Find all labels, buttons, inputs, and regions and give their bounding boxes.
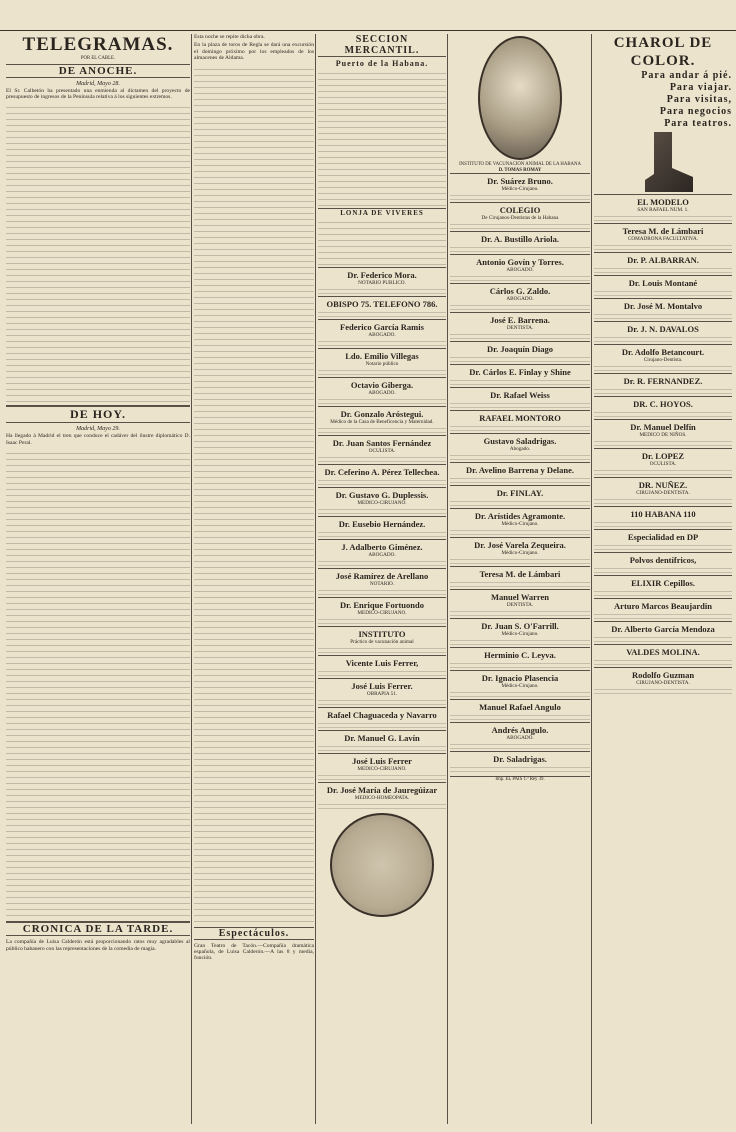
ad-block	[450, 485, 590, 508]
ad-subtitle: CIRUJANO-DENTISTA.	[636, 680, 690, 686]
ad-body-text	[450, 637, 590, 645]
ad-block	[450, 283, 590, 312]
ad-block	[318, 707, 446, 730]
ad-name: Dr. Gonzalo Aróstegui.	[340, 409, 424, 419]
article-paragraph: La compañía de Luisa Calderón está proporcionando ratos muy agradables al público habanero con las representaciones de la comedia de magia.	[6, 939, 190, 952]
section-title: SECCION MERCANTIL.	[318, 34, 446, 57]
ad-subtitle: COMADRONA FACULTATIVA.	[627, 236, 699, 242]
ad-name: Dr. José Varela Zequeira.	[474, 540, 566, 551]
column-rule	[591, 34, 592, 1124]
ad-body-text	[450, 331, 590, 339]
ad-body-text	[594, 363, 732, 371]
ad-block	[594, 598, 732, 621]
ad-name: Dr. A. Bustillo Ariola.	[480, 234, 560, 245]
ad-name: Dr. R. FERNANDEZ.	[623, 376, 703, 386]
ad-subtitle: DENTISTA.	[506, 325, 534, 332]
ad-name: RAFAEL MONTORO	[479, 413, 561, 424]
subsection-title: LONJA DE VIVERES	[318, 208, 446, 217]
ad-subtitle: NOTARIO.	[369, 581, 395, 587]
subtitle: POR EL CABLE.	[80, 56, 116, 61]
ad-body-text	[450, 579, 590, 587]
ad-name: Dr. José M. Montalvo	[623, 301, 703, 311]
ad-block	[594, 396, 732, 419]
ad-name: Ldo. Emilio Villegas	[345, 351, 419, 361]
ad-block	[450, 751, 590, 774]
ad-subtitle: MEDICO-CIRUJANO.	[357, 500, 407, 506]
ad-block	[450, 537, 590, 566]
ad-body-text	[450, 423, 590, 431]
ad-block	[318, 487, 446, 516]
ad-subtitle: Práctico de vacunación animal	[350, 639, 414, 645]
article-paragraph: Gran Teatro de Tacón.—Compañía dramática española, de Luisa Calderón.—A las 8 y media, función.	[194, 942, 314, 962]
ad-subtitle: Médico de la Casa de Beneficencia y Maternidad.	[330, 419, 434, 425]
ad-name: Dr. Gustavo G. Duplessis.	[335, 490, 429, 500]
ad-body-text	[594, 467, 732, 475]
ad-block	[594, 321, 732, 344]
ad-body-text	[318, 506, 446, 514]
ad-block	[450, 254, 590, 283]
ad-body-text	[318, 529, 446, 537]
ad-block	[450, 364, 590, 387]
charol-line: Para andar á pié.	[641, 70, 732, 81]
ad-name: Manuel Warren	[490, 592, 549, 603]
subsection-title: Puerto de la Habana.	[335, 59, 429, 68]
ad-body-text	[450, 660, 590, 668]
ad-subtitle: Médico-Cirujano.	[501, 521, 539, 528]
ad-body-text	[318, 309, 446, 317]
dateline: Madrid, Mayo 29.	[76, 426, 120, 433]
ad-name: INSTITUTO	[358, 629, 406, 639]
ad-name: Arturo Marcos Beaujardin	[614, 601, 712, 611]
ad-name: Dr. Ignacio Plasencia	[481, 673, 559, 684]
ad-block	[318, 626, 446, 655]
ad-subtitle: NOTARIO PUBLICO.	[358, 280, 406, 286]
ad-body-text	[594, 634, 732, 642]
ad-body-text	[318, 286, 446, 294]
ad-name: Rafael Chaguaceda y Navarro	[327, 710, 437, 720]
ad-block	[318, 782, 446, 811]
dateline: Madrid, Mayo 28.	[76, 80, 120, 87]
ad-block	[318, 597, 446, 626]
ad-subtitle: Médico-Cirujano.	[501, 683, 539, 690]
ad-name: DR. NUÑEZ.	[638, 480, 688, 490]
ad-body-text	[318, 558, 446, 566]
ad-name: J. Adalberto Giménez.	[341, 542, 423, 552]
ad-name: Dr. Juan Santos Fernández	[332, 438, 432, 448]
ad-body-text	[318, 697, 446, 705]
ad-body-text	[450, 400, 590, 408]
ad-name: Dr. P. ALBARRAN.	[627, 255, 699, 265]
ad-block	[318, 296, 446, 319]
ad-name: José Luis Ferrer	[352, 756, 412, 766]
ad-name: ELIXIR Cepillos.	[631, 578, 695, 588]
ad-name: Dr. Cárlos E. Finlay y Shine	[469, 367, 571, 378]
ad-name: Dr. Rafael Weiss	[490, 390, 550, 401]
ad-block	[318, 267, 446, 296]
column-rule	[315, 34, 316, 1124]
ad-block	[594, 667, 732, 696]
ad-block	[318, 730, 446, 753]
ad-name: Dr. FINLAY.	[496, 488, 544, 499]
ad-subtitle: DENTISTA.	[506, 602, 534, 609]
text-block	[6, 102, 190, 402]
text-block	[194, 64, 314, 924]
ad-body-text	[594, 542, 732, 550]
portrait-name: D. TOMAS ROMAY	[498, 167, 542, 173]
ad-body-text	[594, 588, 732, 596]
ad-body-text	[594, 242, 732, 250]
ad-block	[450, 410, 590, 433]
ad-body-text	[594, 565, 732, 573]
text-block	[318, 217, 446, 267]
ad-body-text	[450, 354, 590, 362]
ad-body-text	[450, 452, 590, 460]
ad-name: Dr. Adolfo Betancourt.	[621, 347, 705, 357]
ad-block	[594, 477, 732, 506]
ad-name: Polvos dentífricos,	[629, 555, 697, 565]
ad-block	[318, 539, 446, 568]
ad-name: Dr. Ceferino A. Pérez Tellechea.	[324, 467, 440, 477]
ad-body-text	[594, 496, 732, 504]
ad-body-text	[594, 438, 732, 446]
ad-block	[318, 516, 446, 539]
ad-block	[318, 435, 446, 464]
ad-block	[594, 419, 732, 448]
ad-block	[594, 275, 732, 298]
seal-caption: INSTITUTO DE VACUNACION ANIMAL DE LA HABANA	[459, 162, 581, 167]
ad-block	[594, 298, 732, 321]
ad-block	[450, 231, 590, 254]
ad-block	[318, 464, 446, 487]
ad-subtitle: SAN RAFAEL NUM. 1.	[637, 207, 689, 213]
ad-block	[450, 312, 590, 341]
ad-body-text	[450, 377, 590, 385]
ad-block	[450, 462, 590, 485]
ad-name: José Luis Ferrer.	[351, 681, 413, 691]
ad-body-text	[594, 265, 732, 273]
charol-title: CHAROL DE COLOR.	[613, 35, 713, 69]
ad-subtitle: ABOGADO.	[506, 296, 534, 303]
ad-body-text	[450, 273, 590, 281]
ad-body-text	[318, 587, 446, 595]
ad-block	[450, 341, 590, 364]
ad-body-text	[318, 367, 446, 375]
ad-subtitle: Médico-Cirujano.	[501, 550, 539, 557]
ad-block	[450, 433, 590, 462]
ad-name: Dr. Arístides Agramonte.	[474, 511, 566, 522]
ad-block	[450, 508, 590, 537]
ad-block	[594, 644, 732, 667]
ad-body-text	[594, 213, 732, 221]
ad-block	[318, 406, 446, 435]
ad-subtitle: ABOGADO.	[506, 735, 534, 742]
ad-name: Dr. Louis Montané	[628, 278, 698, 288]
ad-name: EL MODELO	[637, 197, 689, 207]
ad-block	[318, 377, 446, 406]
ad-name: Cárlos G. Zaldo.	[489, 286, 551, 297]
ad-block	[318, 678, 446, 707]
printer-footer: Imp. EL PAIS T.ª Rey 39.	[450, 776, 590, 783]
ad-body-text	[318, 477, 446, 485]
ad-body-text	[318, 668, 446, 676]
subsection-title: Espectáculos.	[194, 927, 314, 940]
ad-block	[450, 589, 590, 618]
page-header-band	[0, 0, 736, 31]
column-rule	[447, 34, 448, 1124]
ad-name: Dr. Juan S. O'Farrill.	[481, 621, 559, 632]
ad-subtitle: CIRUJANO-DENTISTA.	[636, 490, 690, 496]
ad-body-text	[318, 645, 446, 653]
ad-block	[594, 252, 732, 275]
ad-body-text	[318, 396, 446, 404]
ad-block	[594, 373, 732, 396]
ad-name: Teresa M. de Lámbari	[622, 226, 704, 236]
ad-name: Rodolfo Guzman	[631, 670, 695, 680]
ad-subtitle: ABOGADO.	[506, 267, 534, 274]
ad-name: DR. C. HOYOS.	[633, 399, 693, 409]
ad-body-text	[450, 192, 590, 200]
ad-body-text	[594, 686, 732, 694]
ad-subtitle: Cirujano-Dentista.	[643, 357, 683, 363]
charol-line: Para negocios	[659, 106, 732, 117]
ad-body-text	[450, 764, 590, 772]
ad-block	[450, 670, 590, 699]
ad-list	[450, 173, 590, 774]
ad-block	[450, 387, 590, 410]
column-ads	[594, 34, 732, 1124]
ad-block	[594, 194, 732, 223]
article-paragraph: Ha llegado á Madrid el tren que conduce el cadáver del ilustre diplomático D. Isaac Peral.	[6, 433, 190, 446]
ad-block	[318, 753, 446, 782]
ad-body-text	[318, 772, 446, 780]
ad-subtitle: De Cirujanos-Dentistas de la Habana	[481, 215, 559, 222]
ad-block	[594, 621, 732, 644]
ad-subtitle: MEDICO-HOMEOPATA.	[354, 795, 410, 801]
ad-block	[450, 647, 590, 670]
ad-name: COLEGIO	[499, 205, 541, 216]
ad-body-text	[594, 519, 732, 527]
column-professionals	[450, 34, 590, 1124]
ad-subtitle: ABOGADO.	[368, 552, 396, 558]
ad-block	[594, 575, 732, 598]
ad-list	[594, 194, 732, 696]
text-block	[318, 68, 446, 208]
ad-block	[318, 348, 446, 377]
ad-name: Dr. Avelino Barrena y Delane.	[466, 465, 574, 476]
ad-block	[594, 506, 732, 529]
column-mercantil	[318, 34, 446, 1124]
ad-name: OBISPO 75. TELEFONO 786.	[326, 299, 438, 309]
medallion-image	[330, 813, 434, 917]
section-title: TELEGRAMAS.	[22, 34, 174, 55]
column-cronica	[194, 34, 314, 1124]
ad-name: Dr. Manuel G. Lavín	[344, 733, 420, 743]
ad-name: Andrés Angulo.	[491, 725, 549, 736]
charol-line: Para visitas,	[666, 94, 732, 105]
ad-body-text	[450, 244, 590, 252]
ad-name: VALDES MOLINA.	[626, 647, 700, 657]
ad-name: Dr. Enrique Fortuondo	[340, 600, 424, 610]
ad-block	[594, 529, 732, 552]
column-rule	[191, 34, 192, 1124]
subsection-title: CRONICA DE LA TARDE.	[6, 921, 190, 936]
ad-body-text	[318, 454, 446, 462]
article-paragraph: En la plaza de toros de Regla se dará una excursión el domingo próximo por los empleados de los almacenes de Aldama.	[194, 42, 314, 62]
charol-line: Para teatros.	[664, 118, 732, 129]
ad-block	[450, 202, 590, 231]
ad-list	[318, 267, 446, 811]
ad-name: Herminio C. Leyva.	[484, 650, 556, 661]
ad-name: Gustavo Saladrigas.	[483, 436, 557, 447]
ad-name: Dr. J. N. DAVALOS	[627, 324, 699, 334]
ad-block	[594, 448, 732, 477]
ad-body-text	[450, 527, 590, 535]
subsection-title: DE HOY.	[6, 405, 190, 423]
ad-name: Especialidad en DP	[627, 532, 699, 542]
ad-block	[318, 568, 446, 597]
ad-name: Dr. LOPEZ	[641, 451, 685, 461]
ad-body-text	[450, 556, 590, 564]
ad-body-text	[318, 338, 446, 346]
ad-block	[450, 618, 590, 647]
ad-subtitle: OCULISTA.	[649, 461, 677, 467]
ad-name: Dr. José María de Jauregúizar	[326, 785, 438, 795]
ad-body-text	[450, 608, 590, 616]
ad-body-text	[594, 386, 732, 394]
ad-subtitle: OBRAPIA 51.	[366, 691, 398, 697]
ad-body-text	[450, 302, 590, 310]
ad-name: Dr. Suárez Bruno.	[487, 176, 553, 187]
ad-body-text	[450, 741, 590, 749]
column-telegramas	[6, 34, 190, 1124]
charol-lines	[594, 70, 732, 130]
ad-name: Teresa M. de Lámbari	[479, 569, 561, 580]
ad-name: Dr. Eusebio Hernández.	[338, 519, 426, 529]
ad-name: Manuel Rafael Angulo	[479, 702, 561, 713]
ad-body-text	[594, 334, 732, 342]
ad-name: Dr. Alberto García Mendoza	[611, 624, 715, 634]
ad-body-text	[318, 425, 446, 433]
ad-body-text	[450, 475, 590, 483]
ad-body-text	[594, 657, 732, 665]
ad-body-text	[318, 616, 446, 624]
ad-subtitle: Abogado.	[509, 446, 531, 453]
article-paragraph: El Sr. Calbetón ha presentado una enmienda al dictamen del proyecto de presupuesto de ingresos de la Península relativa á los siguientes extremos.	[6, 87, 190, 100]
ad-name: 110 HABANA 110	[630, 509, 696, 519]
ad-name: Dr. Manuel Delfín	[630, 422, 696, 432]
ad-body-text	[318, 743, 446, 751]
vaccination-institute-portrait	[478, 36, 562, 160]
ad-body-text	[594, 611, 732, 619]
ad-subtitle: MEDICO DE NIÑOS.	[639, 432, 687, 438]
text-block	[6, 448, 190, 918]
ad-subtitle: ABOGADO.	[368, 332, 396, 338]
ad-body-text	[450, 689, 590, 697]
ad-body-text	[450, 498, 590, 506]
ad-name: Federico García Ramis	[340, 322, 424, 332]
ad-body-text	[594, 311, 732, 319]
ad-block	[450, 699, 590, 722]
ad-subtitle: Médico-Cirujano.	[501, 631, 539, 638]
ad-subtitle: ABOGADO.	[368, 390, 396, 396]
ad-body-text	[594, 409, 732, 417]
charol-line: Para viajar.	[669, 82, 732, 93]
ad-block	[450, 722, 590, 751]
ad-name: Dr. Federico Mora.	[347, 270, 417, 280]
ad-subtitle: MEDICO-CIRUJANO.	[357, 766, 407, 772]
ad-block	[450, 566, 590, 589]
ad-name: José E. Barrena.	[490, 315, 550, 326]
ad-block	[318, 319, 446, 348]
ad-block	[318, 655, 446, 678]
ad-body-text	[594, 288, 732, 296]
ad-block	[450, 173, 590, 202]
subsection-title: DE ANOCHE.	[6, 64, 190, 78]
ad-name: Antonio Govín y Torres.	[476, 257, 564, 268]
boot-illustration	[633, 132, 693, 192]
ad-name: José Ramírez de Arellano	[335, 571, 429, 581]
ad-subtitle: Notario público	[365, 361, 399, 367]
ad-subtitle: OCULISTA.	[368, 448, 396, 454]
ad-body-text	[318, 801, 446, 809]
ad-body-text	[450, 712, 590, 720]
article-paragraph: Esta noche se repite dicha obra.	[194, 34, 265, 40]
ad-name: Vicente Luis Ferrer,	[345, 658, 419, 668]
ad-subtitle: MEDICO-CIRUJANO.	[357, 610, 407, 616]
ad-name: Dr. Saladrigas.	[493, 754, 547, 765]
ad-block	[594, 552, 732, 575]
ad-subtitle: Médico-Cirujano.	[501, 186, 539, 193]
ad-block	[594, 344, 732, 373]
ad-block	[594, 223, 732, 252]
ad-name: Octavio Giberga.	[350, 380, 414, 390]
ad-body-text	[450, 221, 590, 229]
ad-body-text	[318, 720, 446, 728]
ad-name: Dr. Joaquín Diago	[486, 344, 554, 355]
